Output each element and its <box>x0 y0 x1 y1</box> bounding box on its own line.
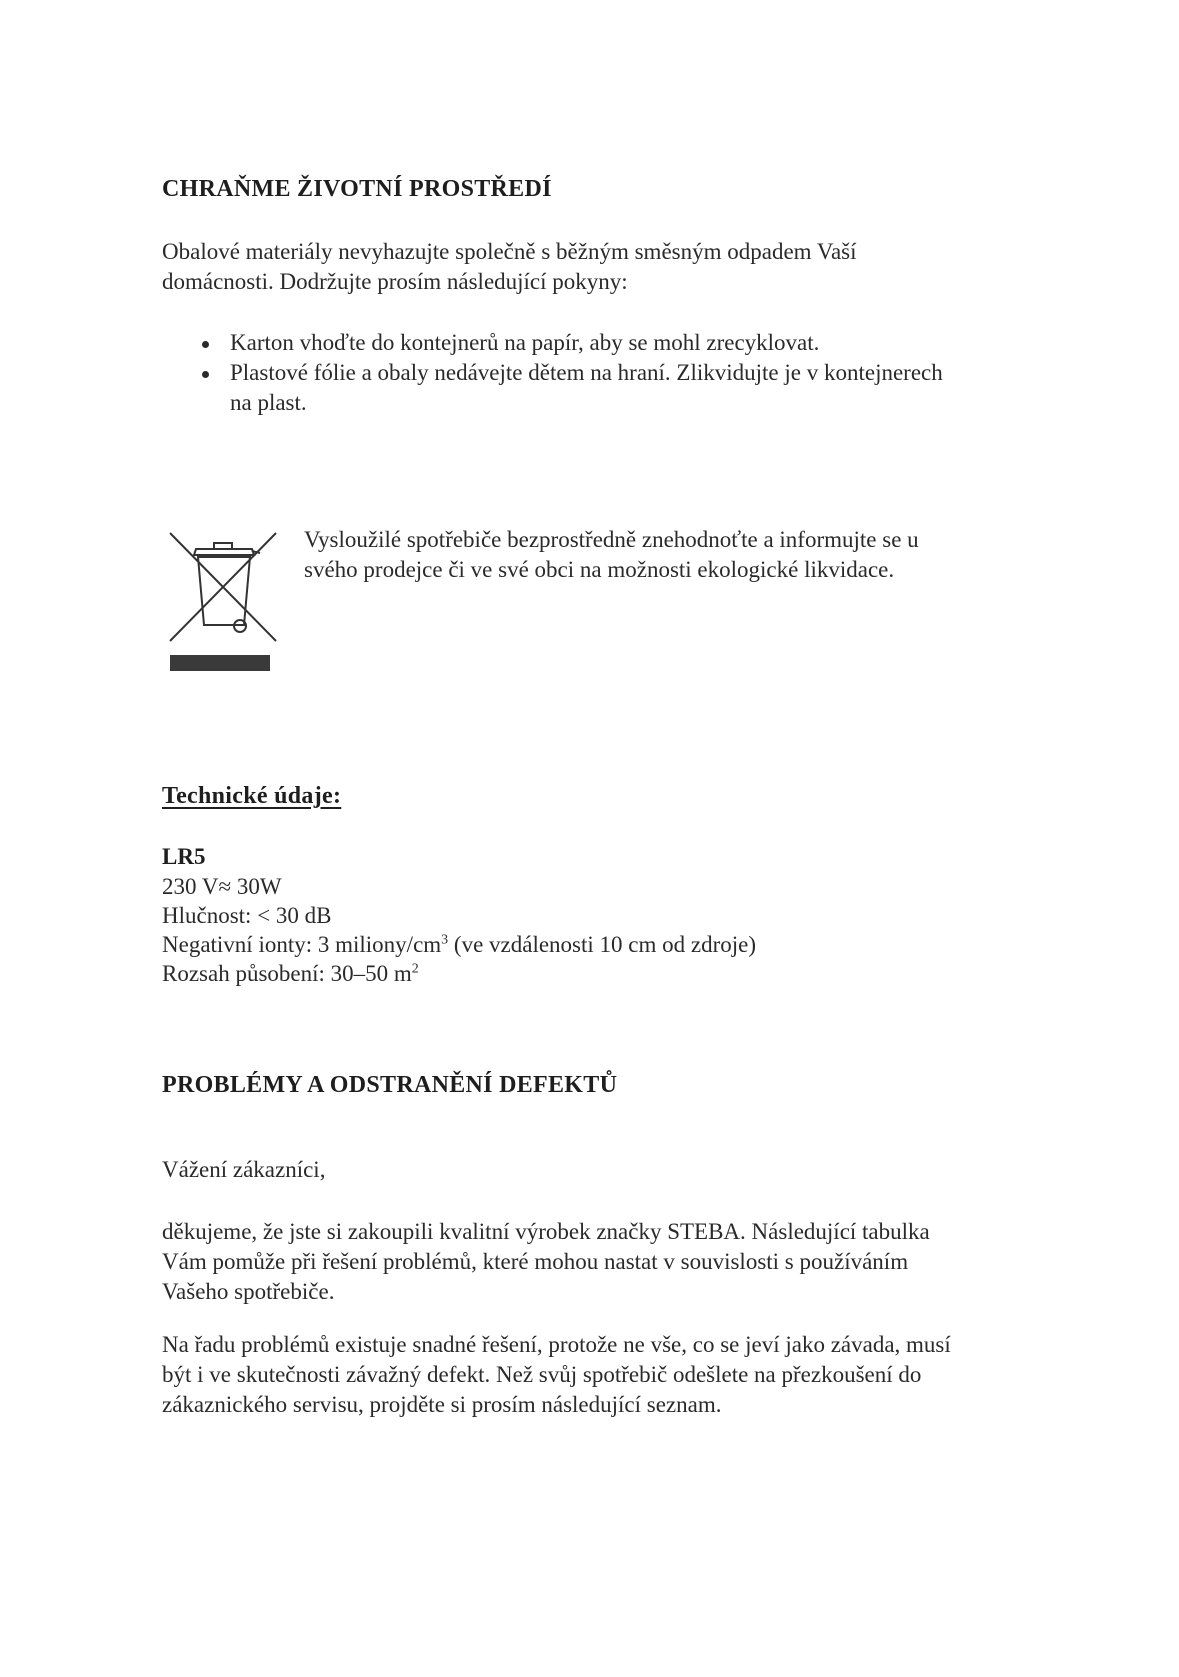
ions-text: Negativní ionty: 3 miliony/cm <box>162 932 442 957</box>
range-superscript: 2 <box>411 961 419 977</box>
environment-heading: CHRAŇME ŽIVOTNÍ PROSTŘEDÍ <box>162 176 552 202</box>
power-spec: 230 V≈ 30W <box>162 874 282 899</box>
paragraph-2-line-2: být i ve skutečnosti závažný defekt. Než svůj spotřebič odešlete na přezkoušení do <box>162 1362 922 1387</box>
paragraph-2-line-3: zákaznického servisu, projděte si prosím následující seznam. <box>162 1392 722 1417</box>
bullet-item <box>200 328 1020 358</box>
troubleshooting-paragraph-1 <box>162 1217 1042 1307</box>
weee-disposal-text <box>304 525 1004 585</box>
paragraph-2-line-1: Na řadu problémů existuje snadné řešení, protože ne vše, co se jeví jako závada, musí <box>162 1332 951 1357</box>
bullet-item <box>200 358 1020 418</box>
troubleshooting-heading: PROBLÉMY A ODSTRANĚNÍ DEFEKTŮ <box>162 1072 618 1098</box>
range-text: Rozsah působení: 30–50 m <box>162 961 412 986</box>
technical-specs <box>162 842 1042 988</box>
model-name: LR5 <box>162 844 206 869</box>
paragraph-1-line-2: Vám pomůže při řešení problémů, které mohou nastat v souvislosti s používáním <box>162 1249 909 1274</box>
environment-intro <box>162 237 1042 297</box>
paragraph-1-line-3: Vašeho spotřebiče. <box>162 1279 335 1304</box>
technical-heading: Technické údaje: <box>162 783 342 809</box>
bullet-dot-icon <box>202 341 209 348</box>
bullet-dot-icon <box>202 371 209 378</box>
range-spec <box>162 959 1042 988</box>
salutation: Vážení zákazníci, <box>162 1157 326 1182</box>
bullet-text: Plastové fólie a obaly nedávejte dětem na hraní. Zlikvidujte je v kontejnerech na plast. <box>230 360 943 415</box>
environment-bullet-list <box>200 328 1020 418</box>
ions-superscript: 3 <box>441 932 449 948</box>
ions-suffix: (ve vzdálenosti 10 cm od zdroje) <box>448 932 757 957</box>
troubleshooting-paragraph-2 <box>162 1330 1042 1420</box>
environment-intro-line-2: domácnosti. Dodržujte prosím následující pokyny: <box>162 269 628 294</box>
bullet-text: Karton vhoďte do kontejnerů na papír, aby se mohl zrecyklovat. <box>230 330 820 355</box>
noise-spec: Hlučnost: < 30 dB <box>162 903 332 928</box>
weee-text-line-2: svého prodejce či ve své obci na možnosti ekologické likvidace. <box>304 557 895 582</box>
environment-intro-line-1: Obalové materiály nevyhazujte společně s běžným směsným odpadem Vaší <box>162 239 857 264</box>
paragraph-1-line-1: děkujeme, že jste si zakoupili kvalitní výrobek značky STEBA. Následující tabulka <box>162 1219 930 1244</box>
weee-text-line-1: Vysloužilé spotřebiče bezprostředně znehodnoťte a informujte se u <box>304 527 919 552</box>
crossed-out-wheelie-bin-icon <box>160 527 284 673</box>
ions-spec <box>162 930 1042 959</box>
